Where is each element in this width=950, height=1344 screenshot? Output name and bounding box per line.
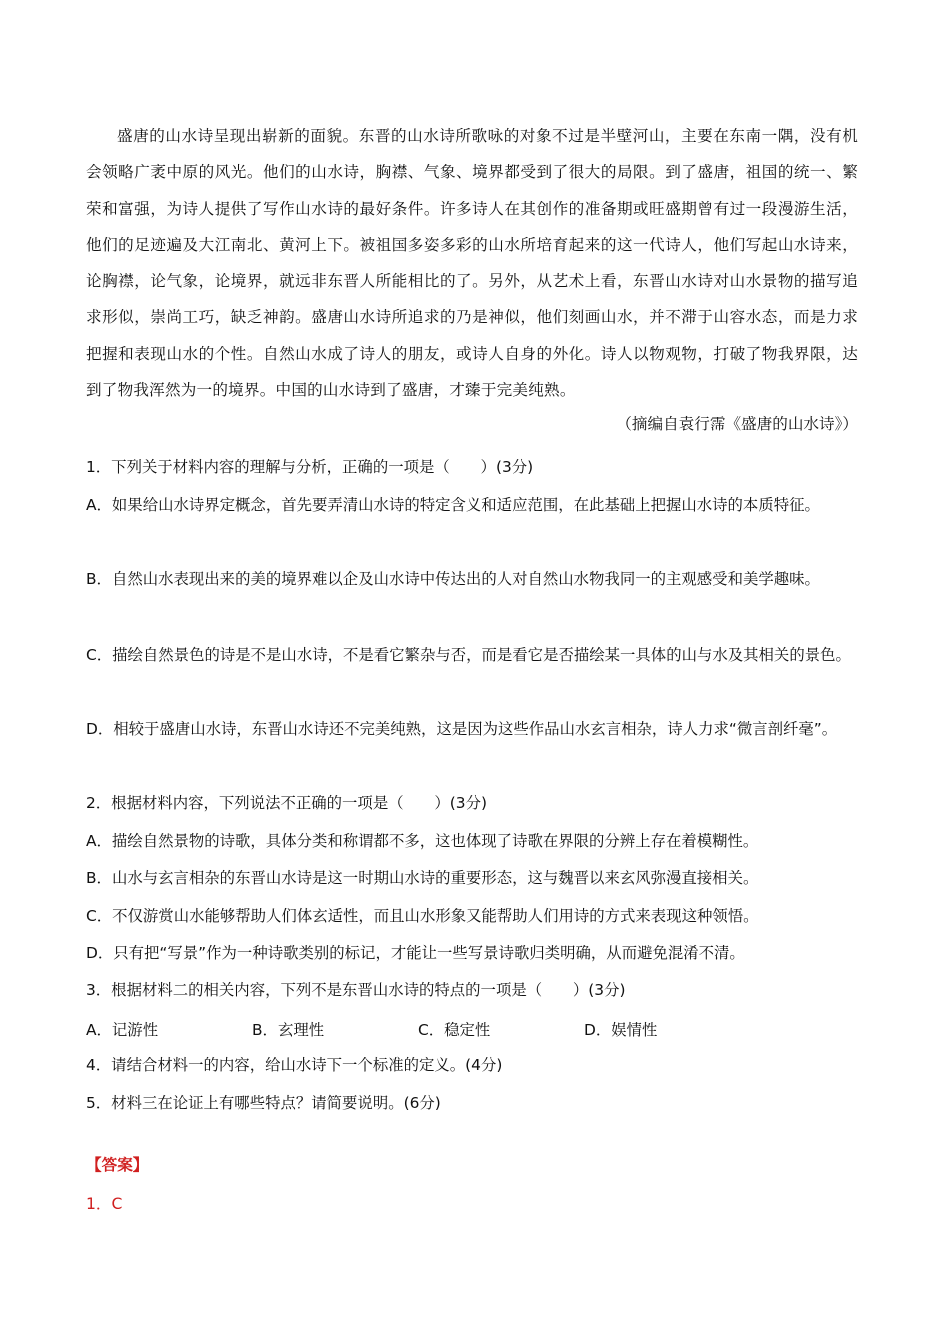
q1-stem: 1．下列关于材料内容的理解与分析，正确的一项是（ ）(3分) (86, 458, 534, 476)
q2-option-b: B．山水与玄言相杂的东晋山水诗是这一时期山水诗的重要形态，这与魏晋以来玄风弥漫直接相关。 (86, 869, 759, 887)
q1-option-c: C．描绘自然景色的诗是不是山水诗，不是看它繁杂与否，而是看它是否描绘某一具体的山与水及其相关的景色。 (86, 646, 851, 664)
answer-1: 1．C (86, 1195, 123, 1213)
passage-paragraph: 盛唐的山水诗呈现出崭新的面貌。东晋的山水诗所歌咏的对象不过是半壁河山，主要在东南一隅，没有机会领略广袤中原的风光。他们的山水诗，胸襟、气象、境界都受到了很大的局限。到了盛唐，祖国的统一、繁荣和富强，为诗人提供了写作山水诗的最好条件。许多诗人在其创作的准备期或旺盛期曾有过一段漫游生活，他们的足迹遍及大江南北、黄河上下。被祖国多姿多彩的山水所培育起来的这一代诗人，他们写起山水诗来，论胸襟，论气象，论境界，就远非东晋人所能相比的了。另外，从艺术上看，东晋山水诗对山水景物的描写追求形似，崇尚工巧，缺乏神韵。盛唐山水诗所追求的乃是神似，他们刻画山水，并不滞于山容水态，而是力求把握和表现山水的个性。自然山水成了诗人的朋友，或诗人自身的外化。诗人以物观物，打破了物我界限，达到了物我浑然为一的境界。中国的山水诗到了盛唐，才臻于完美纯熟。 (86, 127, 858, 400)
q3-option-a: A．记游性 (86, 1021, 159, 1039)
answer-heading: 【答案】 (86, 1156, 149, 1174)
q5-stem: 5．材料三在论证上有哪些特点？请简要说明。(6分) (86, 1094, 441, 1112)
q2-option-c: C．不仅游赏山水能够帮助人们体玄适性，而且山水形象又能帮助人们用诗的方式来表现这种领悟。 (86, 907, 759, 925)
q2-stem: 2．根据材料内容，下列说法不正确的一项是（ ）(3分) (86, 794, 487, 812)
q1-option-b: B．自然山水表现出来的美的境界难以企及山水诗中传达出的人对自然山水物我同一的主观感受和美学趣味。 (86, 570, 820, 588)
q4-stem: 4．请结合材料一的内容，给山水诗下一个标准的定义。(4分) (86, 1056, 503, 1074)
q3-stem: 3．根据材料二的相关内容，下列不是东晋山水诗的特点的一项是（ ）(3分) (86, 981, 626, 999)
q3-option-d: D．娱情性 (584, 1021, 658, 1039)
q3-option-b: B．玄理性 (252, 1021, 325, 1039)
q2-option-d: D．只有把“写景”作为一种诗歌类别的标记，才能让一些写景诗歌归类明确，从而避免混淆不清。 (86, 944, 745, 962)
q3-option-c: C．稳定性 (418, 1021, 491, 1039)
q1-option-a: A．如果给山水诗界定概念，首先要弄清山水诗的特定含义和适应范围，在此基础上把握山水诗的本质特征。 (86, 496, 820, 514)
q1-option-d: D．相较于盛唐山水诗，东晋山水诗还不完美纯熟，这是因为这些作品山水玄言相杂，诗人力求“微言剖纤毫”。 (86, 720, 838, 738)
passage-source: （摘编自袁行霈《盛唐的山水诗》） (616, 415, 858, 433)
q2-option-a: A．描绘自然景物的诗歌，具体分类和称谓都不多，这也体现了诗歌在界限的分辨上存在着模糊性。 (86, 832, 759, 850)
q3-options (86, 1010, 858, 1047)
